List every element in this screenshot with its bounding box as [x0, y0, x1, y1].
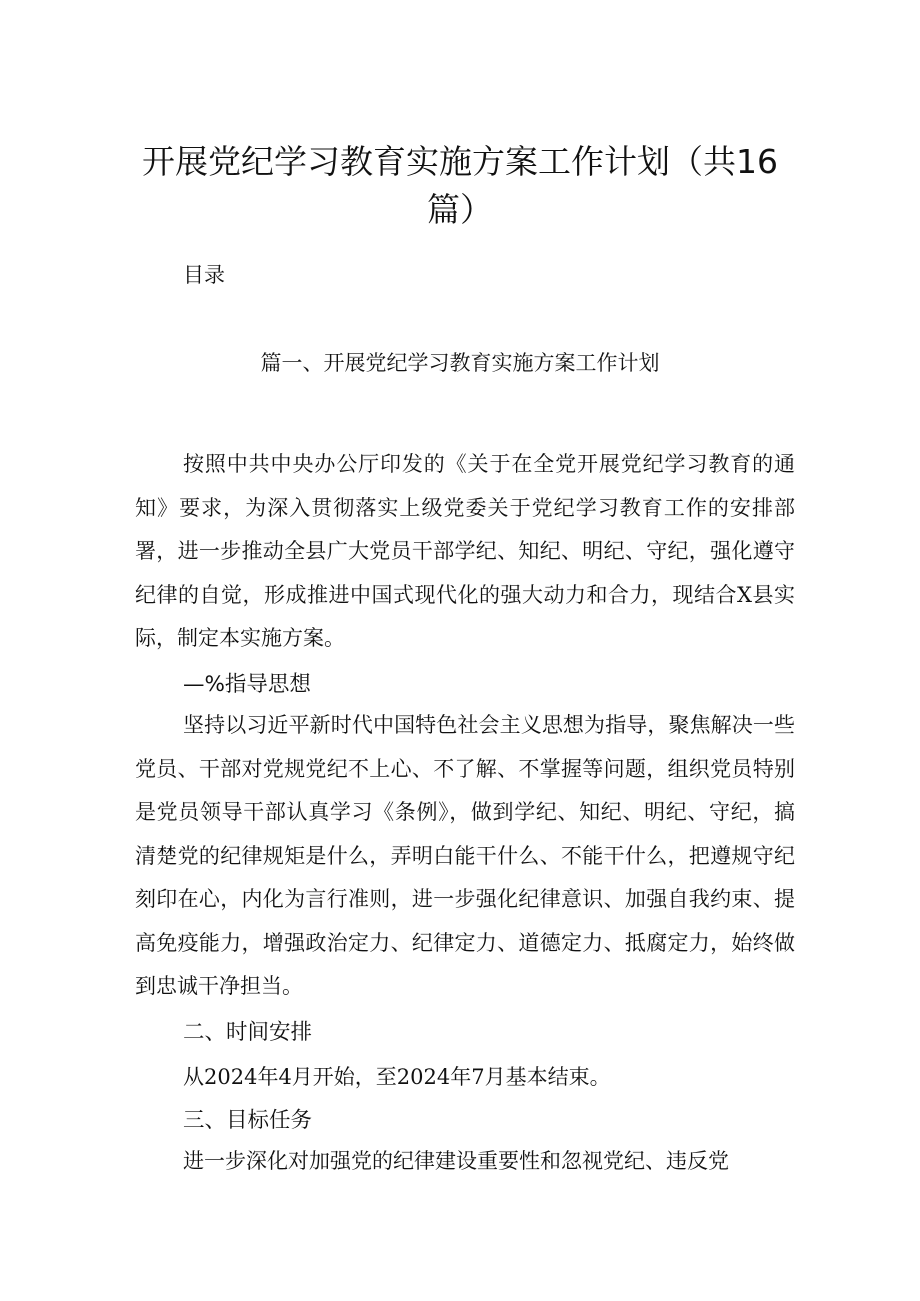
- heading-guiding-ideology: —%指导思想: [183, 672, 311, 697]
- intro-paragraph: 按照中共中央办公厅印发的《关于在全党开展党纪学习教育的通知》要求，为深入贯彻落实上级党委关于党纪学习教育工作的安排部署，进一步推动全县广大党员干部学纪、知纪、明纪、守纪，强化遵守纪律的自觉，形成推进中国式现代化的强大动力和合力，现结合X县实际，制定本实施方案。: [135, 452, 795, 650]
- heading-goals: 三、目标任务: [183, 1108, 313, 1133]
- toc-label: 目录: [183, 263, 225, 287]
- section-title: 篇一、开展党纪学习教育实施方案工作计划: [260, 351, 660, 375]
- goals-paragraph: 进一步深化对加强党的纪律建设重要性和忽视党纪、违反党: [183, 1149, 729, 1173]
- heading-schedule: 二、时间安排: [183, 1020, 313, 1045]
- schedule-paragraph: 从2024年4月开始，至2024年7月基本结束。: [183, 1065, 611, 1089]
- guiding-ideology-paragraph: 坚持以习近平新时代中国特色社会主义思想为指导，聚焦解决一些党员、干部对党规党纪不上心、不了解、不掌握等问题，组织党员特别是党员领导干部认真学习《条例》，做到学纪、知纪、明纪、守纪，搞清楚党的纪律规矩是什么，弄明白能干什么、不能干什么，把遵规守纪刻印在心，内化为言行准则，进一步强化纪律意识、加强自我约束、提高免疫能力，增强政治定力、纪律定力、道德定力、抵腐定力，始终做到忠诚干净担当。: [135, 713, 795, 998]
- document-title: 开展党纪学习教育实施方案工作计划（共16篇）: [142, 142, 778, 229]
